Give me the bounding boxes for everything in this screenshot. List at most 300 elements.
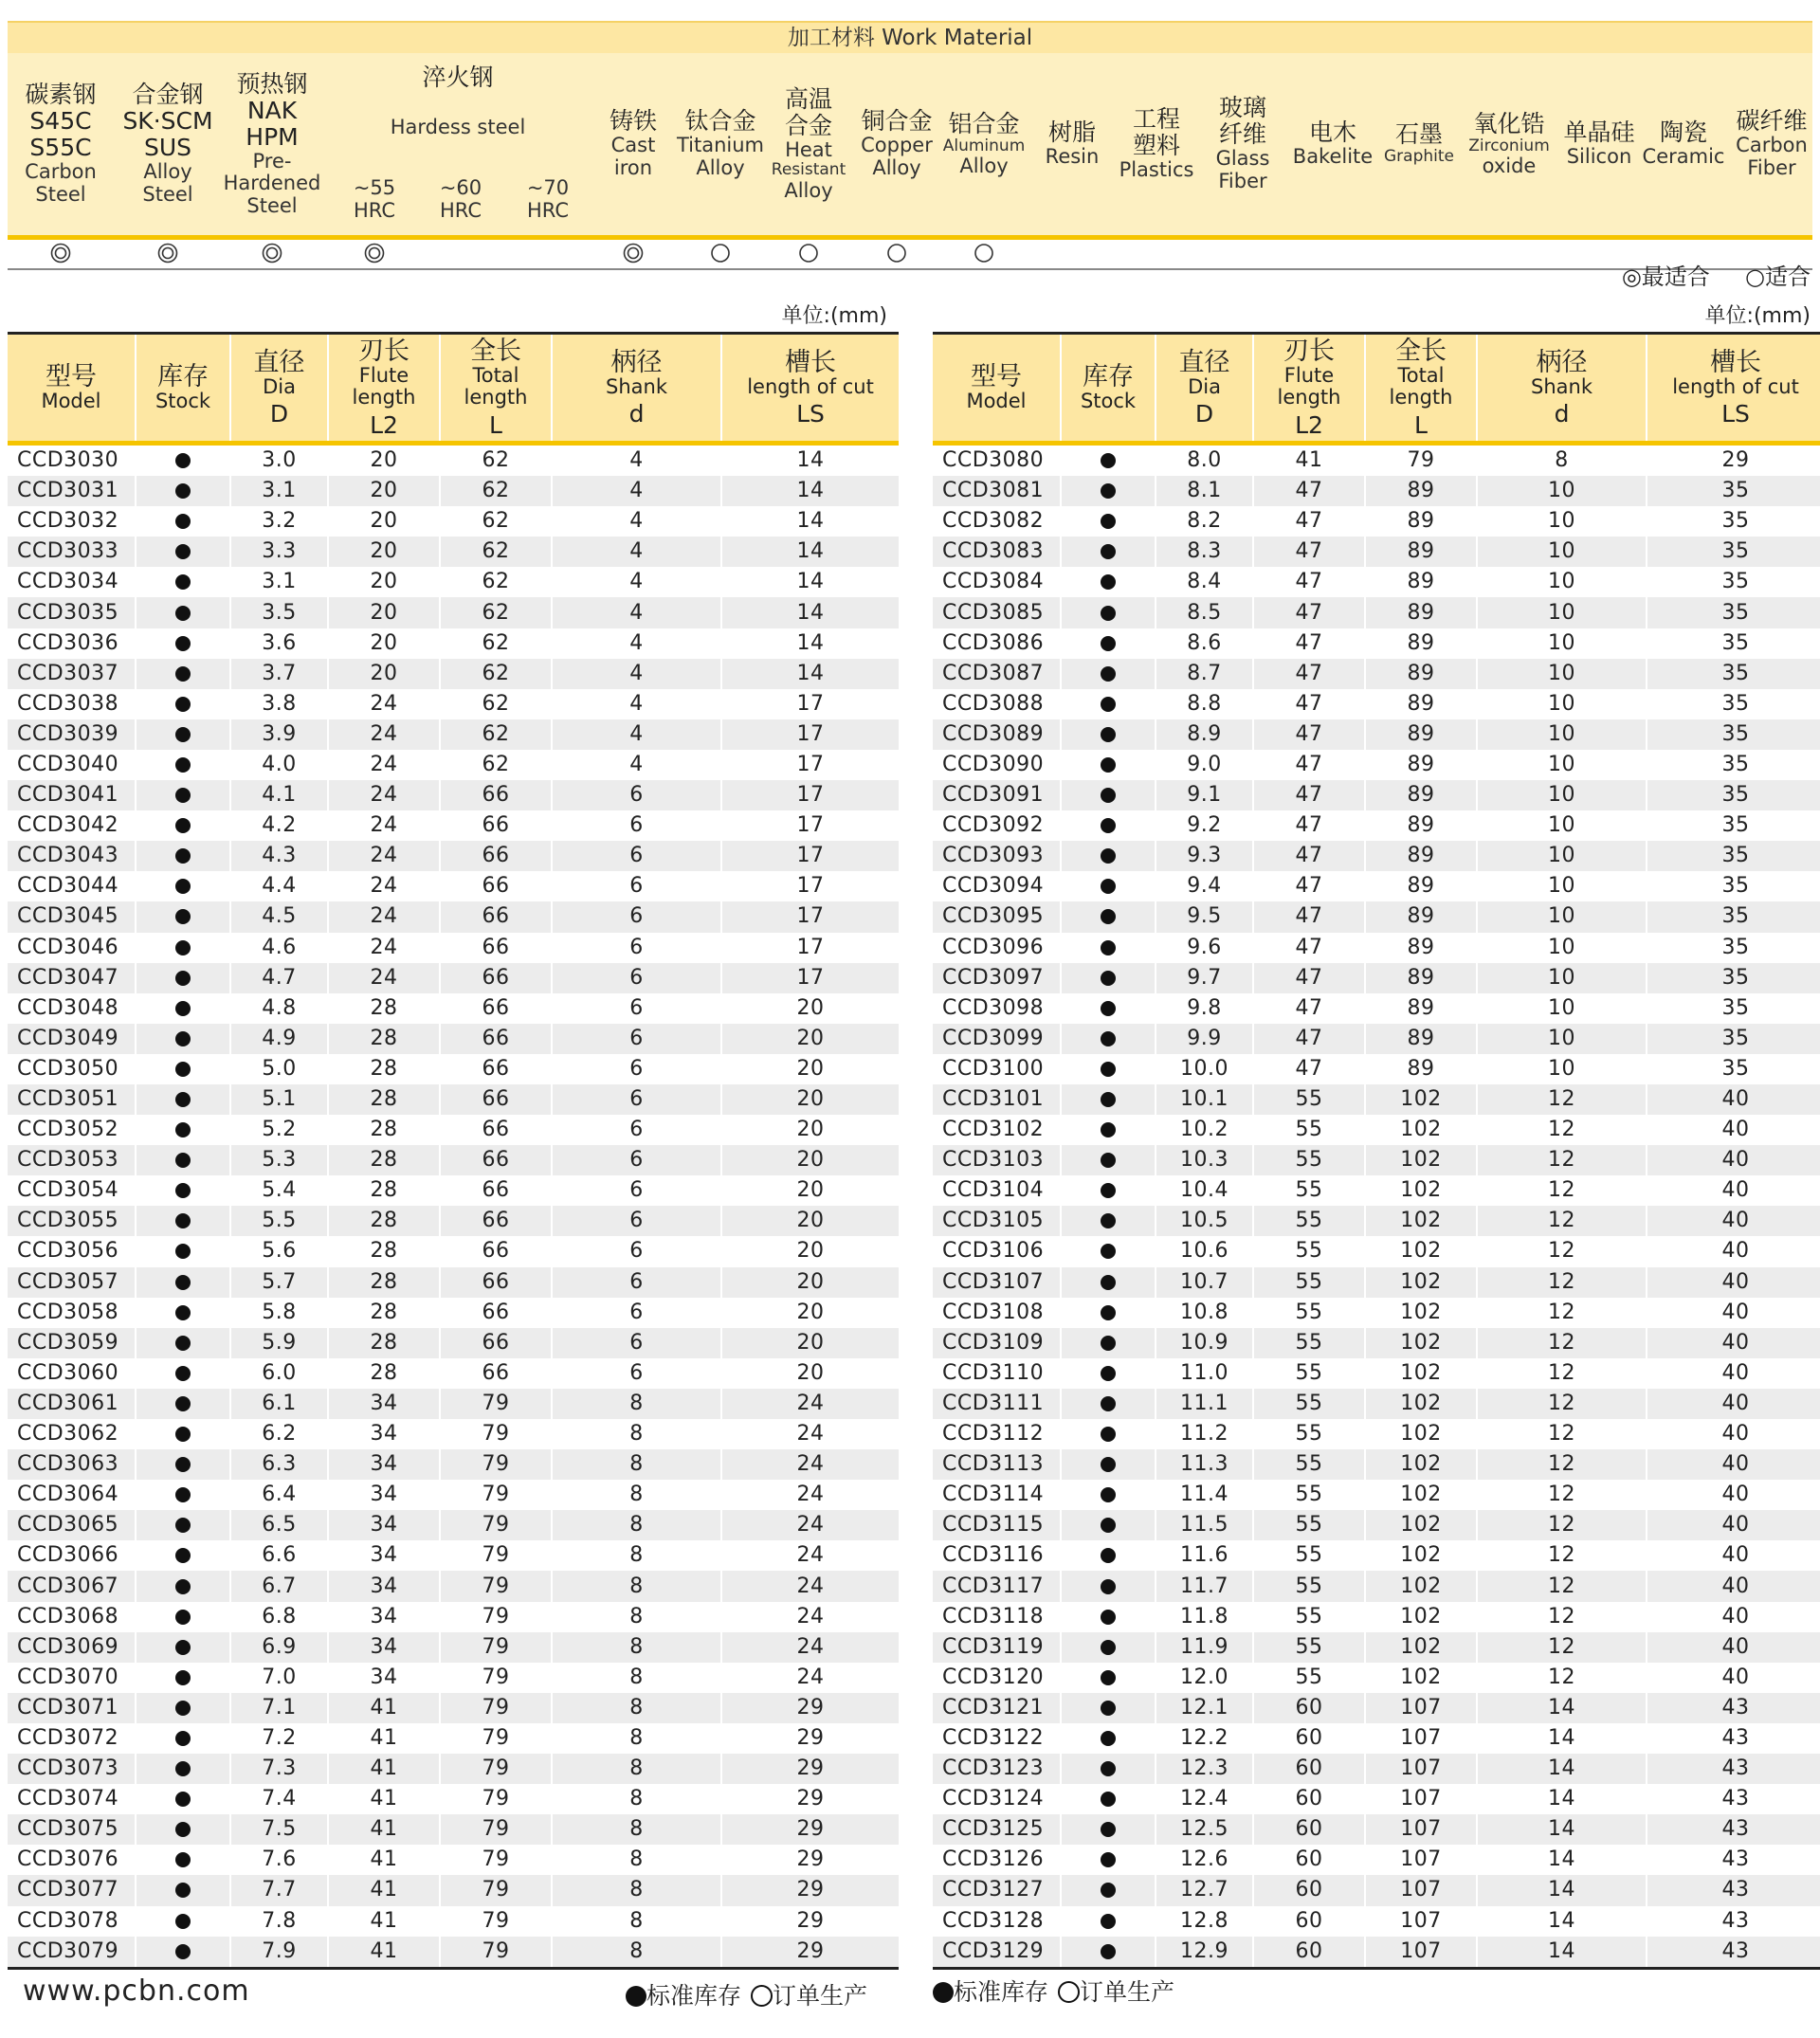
dia-cell: 8.3	[1156, 537, 1253, 567]
total-length-cell: 66	[440, 1054, 552, 1084]
material-zh-label: SK·SCM	[122, 107, 213, 136]
model-cell: CCD3093	[942, 844, 1045, 868]
model-cell: CCD3059	[17, 1330, 119, 1355]
in-stock-dot-icon	[175, 1153, 191, 1168]
header-symbol: D	[269, 400, 289, 428]
total-length-cell: 107	[1365, 1723, 1477, 1754]
dia-cell: 5.3	[230, 1145, 328, 1175]
header-en: Flute	[358, 364, 410, 388]
in-stock-dot-icon	[175, 1244, 191, 1259]
table-row	[933, 1328, 1820, 1358]
model-cell: CCD3085	[942, 600, 1045, 625]
in-stock-dot-icon	[1101, 453, 1116, 468]
in-stock-dot-icon	[1101, 1518, 1116, 1533]
footer-stock-label: 标准库存	[954, 1978, 1049, 2006]
material-en-label: Cast	[610, 134, 656, 157]
header-symbol: L2	[1295, 410, 1323, 439]
length-of-cut-cell: 20	[721, 1298, 899, 1328]
total-length-cell: 62	[440, 597, 552, 628]
dia-cell: 3.2	[230, 506, 328, 537]
flute-length-cell: 24	[328, 719, 440, 750]
material-en-label: Steel	[142, 183, 193, 206]
dia-cell: 12.5	[1156, 1814, 1253, 1845]
total-length-cell: 66	[440, 1115, 552, 1145]
in-stock-dot-icon	[175, 1457, 191, 1472]
stock-cell	[136, 444, 230, 477]
website-url[interactable]: www.pcbn.com	[23, 1974, 250, 2008]
table-row	[8, 1175, 899, 1206]
in-stock-dot-icon	[1101, 1883, 1116, 1898]
model-cell: CCD3086	[942, 630, 1045, 655]
flute-length-cell: 55	[1253, 1510, 1365, 1540]
header-zh: 库存	[1083, 362, 1134, 392]
material-zh-label: 预热钢	[236, 69, 308, 98]
stock-cell	[136, 750, 230, 780]
flute-length-cell: 60	[1253, 1784, 1365, 1814]
stock-cell	[136, 1206, 230, 1236]
in-stock-dot-icon	[175, 1183, 191, 1198]
shank-cell: 10	[1477, 963, 1647, 993]
header-en: Shank	[1531, 374, 1592, 398]
stock-cell	[136, 841, 230, 871]
stock-cell	[136, 1906, 230, 1937]
table-row	[933, 1084, 1820, 1115]
model-cell: CCD3062	[17, 1422, 119, 1447]
model-cell: CCD3087	[942, 661, 1045, 685]
in-stock-dot-icon	[175, 788, 191, 803]
stock-cell	[136, 1054, 230, 1084]
stock-cell	[136, 1358, 230, 1389]
table-row	[933, 1663, 1820, 1693]
dia-cell: 3.7	[230, 659, 328, 689]
model-cell: CCD3100	[942, 1056, 1045, 1081]
total-length-cell: 62	[440, 628, 552, 659]
stock-cell	[1061, 1814, 1156, 1845]
shank-cell: 14	[1477, 1814, 1647, 1845]
shank-cell: 12	[1477, 1663, 1647, 1693]
table-row	[933, 1784, 1820, 1814]
header-en: Dia	[1188, 374, 1221, 398]
dia-cell: 9.8	[1156, 993, 1253, 1024]
material-zh-label: 高温	[784, 84, 832, 113]
table-row	[933, 1236, 1820, 1266]
work-material-columns	[8, 53, 1812, 240]
unit-label-right: 单位:(mm)	[1704, 304, 1811, 328]
stock-dot-icon	[626, 1986, 646, 2007]
stock-cell	[1061, 1845, 1156, 1875]
material-col-0	[15, 53, 106, 235]
total-length-cell: 66	[440, 963, 552, 993]
total-length-cell: 66	[440, 1175, 552, 1206]
length-of-cut-cell: 29	[721, 1845, 899, 1875]
stock-cell	[1061, 901, 1156, 932]
length-of-cut-cell: 29	[1647, 444, 1820, 477]
header-en: length	[464, 386, 528, 409]
table-row	[8, 750, 899, 780]
in-stock-dot-icon	[175, 1852, 191, 1867]
order-circle-icon	[1058, 1981, 1080, 2003]
table-row	[8, 1663, 899, 1693]
table-row	[933, 1145, 1820, 1175]
material-col-13	[1457, 53, 1561, 235]
material-col-16	[1732, 53, 1812, 235]
stock-cell	[136, 1693, 230, 1723]
stock-cell	[1061, 1389, 1156, 1419]
shank-cell: 14	[1477, 1906, 1647, 1937]
in-stock-dot-icon	[175, 727, 191, 742]
material-col-5	[766, 53, 851, 235]
header-en: Total	[472, 364, 519, 388]
stock-cell	[1061, 1602, 1156, 1632]
dia-cell: 9.2	[1156, 810, 1253, 841]
header-zh: 直径	[253, 347, 305, 377]
header-zh: 刃长	[358, 337, 410, 367]
table-row	[8, 1419, 899, 1449]
length-of-cut-cell: 24	[721, 1510, 899, 1540]
hrc-label: ~60	[439, 176, 482, 199]
table-row	[933, 689, 1820, 719]
spec-table-left	[8, 332, 899, 1970]
model-cell: CCD3033	[17, 539, 119, 564]
length-of-cut-cell: 24	[721, 1449, 899, 1480]
total-length-cell: 107	[1365, 1754, 1477, 1784]
model-cell: CCD3053	[17, 1148, 119, 1173]
stock-cell	[1061, 444, 1156, 477]
material-en-label: oxide	[1482, 154, 1537, 177]
flute-length-cell: 47	[1253, 841, 1365, 871]
table-row	[8, 1084, 899, 1115]
flute-length-cell: 55	[1253, 1389, 1365, 1419]
model-cell: CCD3042	[17, 813, 119, 838]
material-en-label: Alloy	[696, 156, 745, 179]
material-col-12	[1379, 53, 1460, 235]
dia-cell: 8.1	[1156, 476, 1253, 506]
total-length-cell: 79	[440, 1540, 552, 1571]
length-of-cut-cell: 29	[721, 1814, 899, 1845]
in-stock-dot-icon	[175, 1670, 191, 1685]
flute-length-cell: 47	[1253, 1054, 1365, 1084]
shank-cell: 4	[552, 444, 721, 477]
stock-cell	[136, 719, 230, 750]
table-row	[933, 1267, 1820, 1298]
stock-cell	[136, 933, 230, 963]
in-stock-dot-icon	[175, 1487, 191, 1502]
stock-cell	[136, 901, 230, 932]
in-stock-dot-icon	[1101, 1579, 1116, 1594]
in-stock-dot-icon	[1101, 514, 1116, 529]
column-header-0	[933, 334, 1061, 444]
stock-cell	[1061, 1267, 1156, 1298]
flute-length-cell: 28	[328, 1206, 440, 1236]
stock-cell	[1061, 1236, 1156, 1266]
dia-cell: 7.6	[230, 1845, 328, 1875]
header-symbol: D	[1194, 400, 1214, 428]
shank-cell: 4	[552, 506, 721, 537]
in-stock-dot-icon	[1101, 1457, 1116, 1472]
dia-cell: 8.5	[1156, 597, 1253, 628]
dia-cell: 9.7	[1156, 963, 1253, 993]
in-stock-dot-icon	[175, 666, 191, 682]
dia-cell: 9.9	[1156, 1024, 1253, 1054]
dia-cell: 12.8	[1156, 1906, 1253, 1937]
shank-cell: 6	[552, 1206, 721, 1236]
in-stock-dot-icon	[1101, 971, 1116, 986]
flute-length-cell: 47	[1253, 537, 1365, 567]
material-en-label: Alloy	[143, 160, 192, 184]
dia-cell: 10.8	[1156, 1298, 1253, 1328]
model-cell: CCD3034	[17, 570, 119, 594]
model-cell: CCD3043	[17, 844, 119, 868]
length-of-cut-cell: 43	[1647, 1754, 1820, 1784]
in-stock-dot-icon	[175, 636, 191, 651]
shank-cell: 6	[552, 1054, 721, 1084]
model-cell: CCD3103	[942, 1148, 1045, 1173]
material-en-label: Heat	[785, 137, 832, 161]
length-of-cut-cell: 43	[1647, 1723, 1820, 1754]
shank-cell: 8	[552, 1510, 721, 1540]
table-row	[933, 810, 1820, 841]
table-row	[8, 1602, 899, 1632]
stock-cell	[1061, 537, 1156, 567]
shank-cell: 6	[552, 993, 721, 1024]
flute-length-cell: 24	[328, 901, 440, 932]
model-cell: CCD3104	[942, 1178, 1045, 1203]
length-of-cut-cell: 40	[1647, 1175, 1820, 1206]
in-stock-dot-icon	[1101, 1852, 1116, 1867]
material-col-11	[1285, 53, 1380, 235]
model-cell: CCD3107	[942, 1269, 1045, 1294]
in-stock-dot-icon	[1101, 788, 1116, 803]
model-cell: CCD3095	[942, 904, 1045, 929]
table-row	[933, 1845, 1820, 1875]
table-row	[933, 659, 1820, 689]
flute-length-cell: 34	[328, 1602, 440, 1632]
model-cell: CCD3052	[17, 1118, 119, 1142]
dia-cell: 12.0	[1156, 1663, 1253, 1693]
header-en: Stock	[155, 390, 211, 413]
dia-cell: 8.7	[1156, 659, 1253, 689]
shank-cell: 10	[1477, 628, 1647, 659]
length-of-cut-cell: 43	[1647, 1937, 1820, 1969]
flute-length-cell: 24	[328, 963, 440, 993]
model-cell: CCD3127	[942, 1878, 1045, 1902]
total-length-cell: 107	[1365, 1937, 1477, 1969]
total-length-cell: 66	[440, 1267, 552, 1298]
stock-cell	[136, 780, 230, 810]
table-row	[8, 628, 899, 659]
model-cell: CCD3108	[942, 1300, 1045, 1324]
shank-cell: 12	[1477, 1236, 1647, 1266]
best-fit-icon	[50, 243, 71, 264]
work-material-title: 加工材料 Work Material	[8, 21, 1812, 53]
in-stock-dot-icon	[1101, 606, 1116, 621]
material-zh-label: 铸铁	[609, 107, 657, 136]
shank-cell: 12	[1477, 1115, 1647, 1145]
in-stock-dot-icon	[175, 848, 191, 864]
model-cell: CCD3039	[17, 721, 119, 746]
material-en-label: Bakelite	[1292, 145, 1374, 169]
model-cell: CCD3128	[942, 1908, 1045, 1933]
flute-length-cell: 60	[1253, 1875, 1365, 1905]
material-col-7	[939, 53, 1029, 235]
in-stock-dot-icon	[1101, 1487, 1116, 1502]
column-header-5	[1477, 334, 1647, 444]
total-length-cell: 102	[1365, 1540, 1477, 1571]
in-stock-dot-icon	[175, 1336, 191, 1351]
dia-cell: 11.1	[1156, 1389, 1253, 1419]
hardened-steel-group	[325, 53, 591, 235]
total-length-cell: 66	[440, 1328, 552, 1358]
shank-cell: 10	[1477, 506, 1647, 537]
table-row	[933, 1875, 1820, 1905]
in-stock-dot-icon	[175, 1275, 191, 1290]
stock-cell	[136, 659, 230, 689]
flute-length-cell: 55	[1253, 1449, 1365, 1480]
flute-length-cell: 20	[328, 506, 440, 537]
flute-length-cell: 41	[1253, 444, 1365, 477]
flute-length-cell: 24	[328, 871, 440, 901]
flute-length-cell: 20	[328, 476, 440, 506]
shank-cell: 14	[1477, 1937, 1647, 1969]
length-of-cut-cell: 20	[721, 993, 899, 1024]
dia-cell: 10.4	[1156, 1175, 1253, 1206]
flute-length-cell: 24	[328, 810, 440, 841]
length-of-cut-cell: 17	[721, 810, 899, 841]
total-length-cell: 66	[440, 1358, 552, 1389]
material-zh-label: 碳素钢	[25, 81, 97, 109]
shank-cell: 14	[1477, 1754, 1647, 1784]
in-stock-dot-icon	[1101, 1761, 1116, 1776]
model-cell: CCD3054	[17, 1178, 119, 1203]
length-of-cut-cell: 20	[721, 1054, 899, 1084]
stock-cell	[1061, 1480, 1156, 1510]
table-header-row	[8, 334, 899, 444]
table-row	[8, 1510, 899, 1540]
model-cell: CCD3066	[17, 1543, 119, 1568]
length-of-cut-cell: 24	[721, 1480, 899, 1510]
header-en: Model	[41, 390, 101, 413]
stock-cell	[136, 567, 230, 597]
model-cell: CCD3091	[942, 783, 1045, 808]
stock-cell	[1061, 871, 1156, 901]
dia-cell: 7.7	[230, 1875, 328, 1905]
total-length-cell: 102	[1365, 1389, 1477, 1419]
material-en-label: Pre-	[252, 149, 292, 173]
header-zh: 全长	[470, 337, 521, 367]
dia-cell: 11.9	[1156, 1632, 1253, 1663]
in-stock-dot-icon	[1101, 1062, 1116, 1077]
best-fit-icon	[262, 243, 282, 264]
flute-length-cell: 34	[328, 1571, 440, 1601]
flute-length-cell: 24	[328, 933, 440, 963]
best-fit-icon	[623, 243, 644, 264]
stock-cell	[136, 993, 230, 1024]
dia-cell: 10.6	[1156, 1236, 1253, 1266]
dia-cell: 6.7	[230, 1571, 328, 1601]
shank-cell: 6	[552, 933, 721, 963]
dia-cell: 5.5	[230, 1206, 328, 1236]
dia-cell: 6.4	[230, 1480, 328, 1510]
dia-cell: 6.1	[230, 1389, 328, 1419]
flute-length-cell: 60	[1253, 1937, 1365, 1969]
column-header-3	[1253, 334, 1365, 444]
length-of-cut-cell: 35	[1647, 537, 1820, 567]
flute-length-cell: 24	[328, 750, 440, 780]
total-length-cell: 107	[1365, 1784, 1477, 1814]
model-cell: CCD3046	[17, 935, 119, 959]
stock-cell	[1061, 1419, 1156, 1449]
table-row	[933, 1723, 1820, 1754]
length-of-cut-cell: 24	[721, 1632, 899, 1663]
table-row	[933, 1510, 1820, 1540]
shank-cell: 12	[1477, 1419, 1647, 1449]
shank-cell: 12	[1477, 1267, 1647, 1298]
material-en-label: Alloy	[872, 156, 921, 179]
material-en-label: Fiber	[1218, 170, 1267, 192]
length-of-cut-cell: 20	[721, 1084, 899, 1115]
total-length-cell: 89	[1365, 933, 1477, 963]
shank-cell: 4	[552, 750, 721, 780]
total-length-cell: 89	[1365, 810, 1477, 841]
dia-cell: 9.3	[1156, 841, 1253, 871]
shank-cell: 8	[552, 1845, 721, 1875]
in-stock-dot-icon	[175, 1092, 191, 1107]
dia-cell: 5.9	[230, 1328, 328, 1358]
flute-length-cell: 55	[1253, 1206, 1365, 1236]
total-length-cell: 66	[440, 901, 552, 932]
flute-length-cell: 55	[1253, 1419, 1365, 1449]
total-length-cell: 79	[440, 1875, 552, 1905]
length-of-cut-cell: 35	[1647, 810, 1820, 841]
shank-cell: 8	[552, 1754, 721, 1784]
in-stock-dot-icon	[1101, 1822, 1116, 1837]
flute-length-cell: 55	[1253, 1480, 1365, 1510]
table-row	[8, 1054, 899, 1084]
length-of-cut-cell: 29	[721, 1875, 899, 1905]
table-row	[8, 659, 899, 689]
model-cell: CCD3065	[17, 1513, 119, 1538]
total-length-cell: 102	[1365, 1084, 1477, 1115]
length-of-cut-cell: 43	[1647, 1814, 1820, 1845]
model-cell: CCD3114	[942, 1483, 1045, 1507]
model-cell: CCD3040	[17, 752, 119, 776]
length-of-cut-cell: 14	[721, 597, 899, 628]
in-stock-dot-icon	[175, 1001, 191, 1016]
dia-cell: 6.2	[230, 1419, 328, 1449]
shank-cell: 8	[552, 1602, 721, 1632]
length-of-cut-cell: 43	[1647, 1875, 1820, 1905]
total-length-cell: 89	[1365, 1054, 1477, 1084]
shank-cell: 10	[1477, 841, 1647, 871]
in-stock-dot-icon	[1101, 574, 1116, 590]
model-cell: CCD3057	[17, 1269, 119, 1294]
header-zh: 库存	[157, 362, 209, 392]
table-row	[8, 689, 899, 719]
in-stock-dot-icon	[175, 1883, 191, 1898]
length-of-cut-cell: 17	[721, 750, 899, 780]
length-of-cut-cell: 35	[1647, 506, 1820, 537]
stock-cell	[136, 1814, 230, 1845]
table-row	[8, 963, 899, 993]
length-of-cut-cell: 17	[721, 689, 899, 719]
stock-cell	[1061, 1693, 1156, 1723]
dia-cell: 4.6	[230, 933, 328, 963]
flute-length-cell: 55	[1253, 1175, 1365, 1206]
stock-cell	[136, 1663, 230, 1693]
dia-cell: 5.2	[230, 1115, 328, 1145]
header-symbol: L	[489, 410, 502, 439]
model-cell: CCD3090	[942, 752, 1045, 776]
